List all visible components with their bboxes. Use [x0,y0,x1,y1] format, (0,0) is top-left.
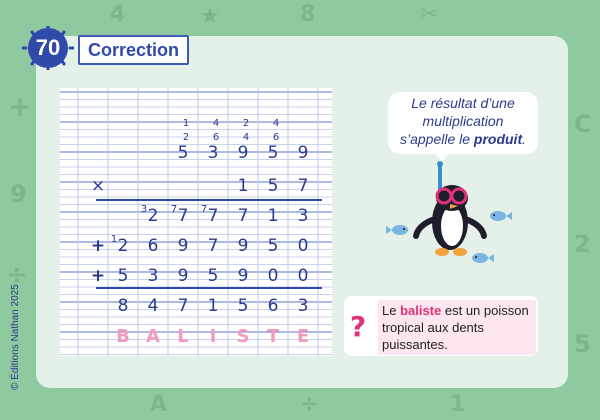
partial-product-digit: 7 [177,206,189,226]
bubble-line-1: Le résultat d’une [411,95,515,111]
code-letter: E [296,326,310,347]
background-doodle: 2 [574,230,591,258]
carry-digit: 3 [140,204,148,215]
copyright-text: © Éditions Nathan 2025 [10,284,21,390]
bubble-line-3 [388,130,538,148]
result-digit: 5 [237,296,249,316]
partial-product-digit: 1 [267,206,279,226]
carry-digit: 2 [242,118,250,129]
multiplicand-digit: 5 [267,143,279,163]
fact-text-start: Le [382,303,401,318]
background-doodle: 9 [10,180,27,208]
multiplier-digit: 5 [267,176,279,196]
carry-digit: 1 [110,234,118,245]
partial-product-digit: 9 [237,236,249,256]
partial-product-digit: 2 [147,206,159,226]
partial-product-digit: 9 [237,266,249,286]
partial-product-digit: 7 [237,206,249,226]
speech-bubble [388,92,538,154]
multiplicand-digit: 9 [297,143,309,163]
partial-product-digit: 9 [177,236,189,256]
carry-digit: 4 [272,118,280,129]
exercise-number: 70 [35,35,61,60]
background-doodle: ★ [200,4,220,29]
result-digit: 3 [297,296,309,316]
fact-text-end: est un poisson tropical aux dents puissantes. [382,303,529,352]
carry-digit: 1 [182,118,190,129]
partial-product-digit: 3 [297,206,309,226]
bubble-line-2: multiplication [422,113,504,129]
code-letter: T [266,326,280,347]
carry-digit: 7 [200,204,208,215]
times-operator: × [90,176,106,196]
fact-text [378,300,536,355]
partial-product-digit: 0 [267,266,279,286]
partial-product-digit: 7 [207,236,219,256]
background-doodle: A [150,392,168,417]
carry-digit: 4 [242,132,250,143]
carry-digit: 2 [182,132,190,143]
partial-product-digit: 2 [117,236,129,256]
fish-icon [472,253,494,263]
partial-product-digit: 9 [177,266,189,286]
result-digit: 4 [147,296,159,316]
fact-keyword: baliste [400,303,442,318]
page-title: Correction [78,35,189,65]
background-doodle: ✂ [420,2,439,27]
multiplicand-digit: 5 [177,143,189,163]
background-doodle: C [574,110,592,138]
partial-product-digit: 3 [147,266,159,286]
code-letter: B [116,326,130,347]
multiplication-grid [60,88,332,356]
fish-icon [386,225,408,235]
code-letter: I [209,326,217,347]
background-doodle: 5 [574,330,591,358]
result-digit: 8 [117,296,129,316]
result-digit: 7 [177,296,189,316]
partial-product-digit: 0 [297,236,309,256]
background-doodle: 4 [110,2,126,27]
penguin-snorkel-icon [380,160,520,270]
partial-product-digit: 6 [147,236,159,256]
carry-digit: 4 [212,118,220,129]
result-digit: 1 [207,296,219,316]
carry-digit: 7 [170,204,178,215]
background-doodle: ÷ [6,260,28,290]
code-letter: A [146,326,160,347]
result-digit: 6 [267,296,279,316]
plus-operator: + [90,236,106,256]
partial-product-digit: 5 [267,236,279,256]
partial-product-digit: 5 [207,266,219,286]
bubble-line-3-end: . [522,131,527,147]
partial-product-digit: 7 [207,206,219,226]
background-doodle: ÷ [300,392,319,417]
background-doodle: + [8,90,32,123]
carry-digit: 6 [212,132,220,143]
multiplicand-digit: 9 [237,143,249,163]
multiplicand-digit: 3 [207,143,219,163]
question-mark-icon: ? [349,310,367,343]
multiplier-digit: 1 [237,176,249,196]
fish-icon [490,211,512,221]
plus-operator: + [90,266,106,286]
bubble-line-3-text: s’appelle le [399,131,474,147]
partial-product-digit: 5 [117,266,129,286]
code-letter: L [177,326,189,347]
background-doodle: 1 [450,392,466,417]
code-letter: S [236,326,250,347]
multiplier-digit: 7 [297,176,309,196]
carry-digit: 6 [272,132,280,143]
bubble-keyword: produit [473,131,523,147]
background-doodle: 8 [300,2,316,27]
partial-product-digit: 0 [297,266,309,286]
